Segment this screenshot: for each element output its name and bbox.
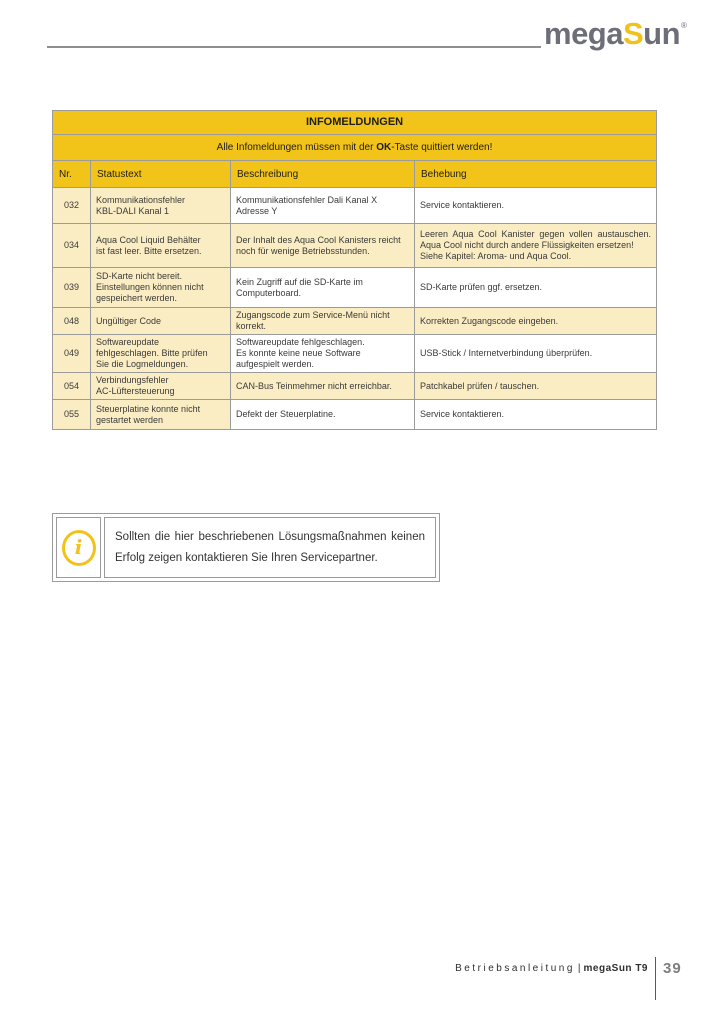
note-icon-cell	[56, 517, 101, 578]
cell-statustext: Steuerplatine konnte nicht gestartet werden	[91, 400, 231, 430]
megasun-logo	[544, 16, 686, 52]
footer-manual-label: Betriebsanleitung	[455, 963, 575, 974]
cell-nr: 048	[53, 308, 91, 335]
table-row	[53, 335, 657, 373]
table-row	[53, 373, 657, 400]
logo-text-s: S	[622, 16, 644, 51]
column-header-statustext: Statustext	[91, 161, 231, 188]
cell-beschreibung: Der Inhalt des Aqua Cool Kanisters reicht noch für wenige Betriebsstunden.	[231, 224, 415, 268]
service-note-box	[52, 513, 440, 582]
cell-behebung: Leeren Aqua Cool Kanister gegen vollen austauschen. Aqua Cool nicht durch andere Flüssigkeiten ersetzen! Siehe Kapitel: Aroma- und Aqua Cool.	[415, 224, 657, 268]
table-row	[53, 224, 657, 268]
column-header-behebung: Behebung	[415, 161, 657, 188]
cell-nr: 034	[53, 224, 91, 268]
cell-statustext: Kommunikationsfehler KBL-DALI Kanal 1	[91, 188, 231, 224]
cell-statustext: SD-Karte nicht bereit. Einstellungen können nicht gespeichert werden.	[91, 268, 231, 308]
table-title-row	[53, 111, 657, 135]
column-header-beschreibung: Beschreibung	[231, 161, 415, 188]
cell-nr: 039	[53, 268, 91, 308]
cell-beschreibung: Kommunikationsfehler Dali Kanal X Adresse Y	[231, 188, 415, 224]
subtitle-suffix: -Taste quittiert werden!	[391, 142, 493, 153]
cell-nr: 049	[53, 335, 91, 373]
table-title: INFOMELDUNGEN	[53, 111, 657, 135]
footer-product-name: megaSun T9	[583, 963, 648, 974]
footer-divider-line	[655, 957, 656, 1000]
cell-beschreibung: Softwareupdate fehlgeschlagen. Es konnte keine neue Software aufgespielt werden.	[231, 335, 415, 373]
cell-nr: 054	[53, 373, 91, 400]
table-row	[53, 188, 657, 224]
cell-behebung: USB-Stick / Internetverbindung überprüfen.	[415, 335, 657, 373]
cell-behebung: Service kontaktieren.	[415, 188, 657, 224]
cell-behebung: Patchkabel prüfen / tauschen.	[415, 373, 657, 400]
logo-text-un: un	[643, 16, 681, 51]
cell-nr: 032	[53, 188, 91, 224]
info-icon: i	[62, 530, 96, 566]
footer-separator: |	[577, 963, 581, 974]
registered-trademark-icon: ®	[681, 21, 687, 30]
page-number: 39	[663, 960, 682, 977]
cell-behebung: Korrekten Zugangscode eingeben.	[415, 308, 657, 335]
cell-statustext: Softwareupdate fehlgeschlagen. Bitte prüfen Sie die Logmeldungen.	[91, 335, 231, 373]
cell-statustext: Ungültiger Code	[91, 308, 231, 335]
table-row	[53, 268, 657, 308]
logo-text-mega: mega	[544, 16, 623, 51]
subtitle-ok: OK	[376, 142, 392, 153]
header-rule	[47, 46, 541, 48]
cell-statustext: Verbindungsfehler AC-Lüftersteuerung	[91, 373, 231, 400]
table-row	[53, 308, 657, 335]
column-header-nr: Nr.	[53, 161, 91, 188]
table-subtitle-row	[53, 135, 657, 161]
cell-beschreibung: Defekt der Steuerplatine.	[231, 400, 415, 430]
note-text: Sollten die hier beschriebenen Lösungsmaßnahmen keinen Erfolg zeigen kontaktieren Sie Ihren Servicepartner.	[104, 517, 436, 578]
subtitle-prefix: Alle Infomeldungen müssen mit der	[216, 142, 377, 153]
table-row	[53, 400, 657, 430]
cell-behebung: Service kontaktieren.	[415, 400, 657, 430]
cell-beschreibung: Kein Zugriff auf die SD-Karte im Computerboard.	[231, 268, 415, 308]
cell-beschreibung: Zugangscode zum Service-Menü nicht korrekt.	[231, 308, 415, 335]
cell-beschreibung: CAN-Bus Teinmehmer nicht erreichbar.	[231, 373, 415, 400]
table-subtitle	[53, 135, 657, 161]
cell-nr: 055	[53, 400, 91, 430]
table-header-row	[53, 161, 657, 188]
cell-behebung: SD-Karte prüfen ggf. ersetzen.	[415, 268, 657, 308]
footer-doc-title	[0, 963, 648, 974]
cell-statustext: Aqua Cool Liquid Behälter ist fast leer. Bitte ersetzen.	[91, 224, 231, 268]
info-messages-table	[52, 110, 657, 430]
